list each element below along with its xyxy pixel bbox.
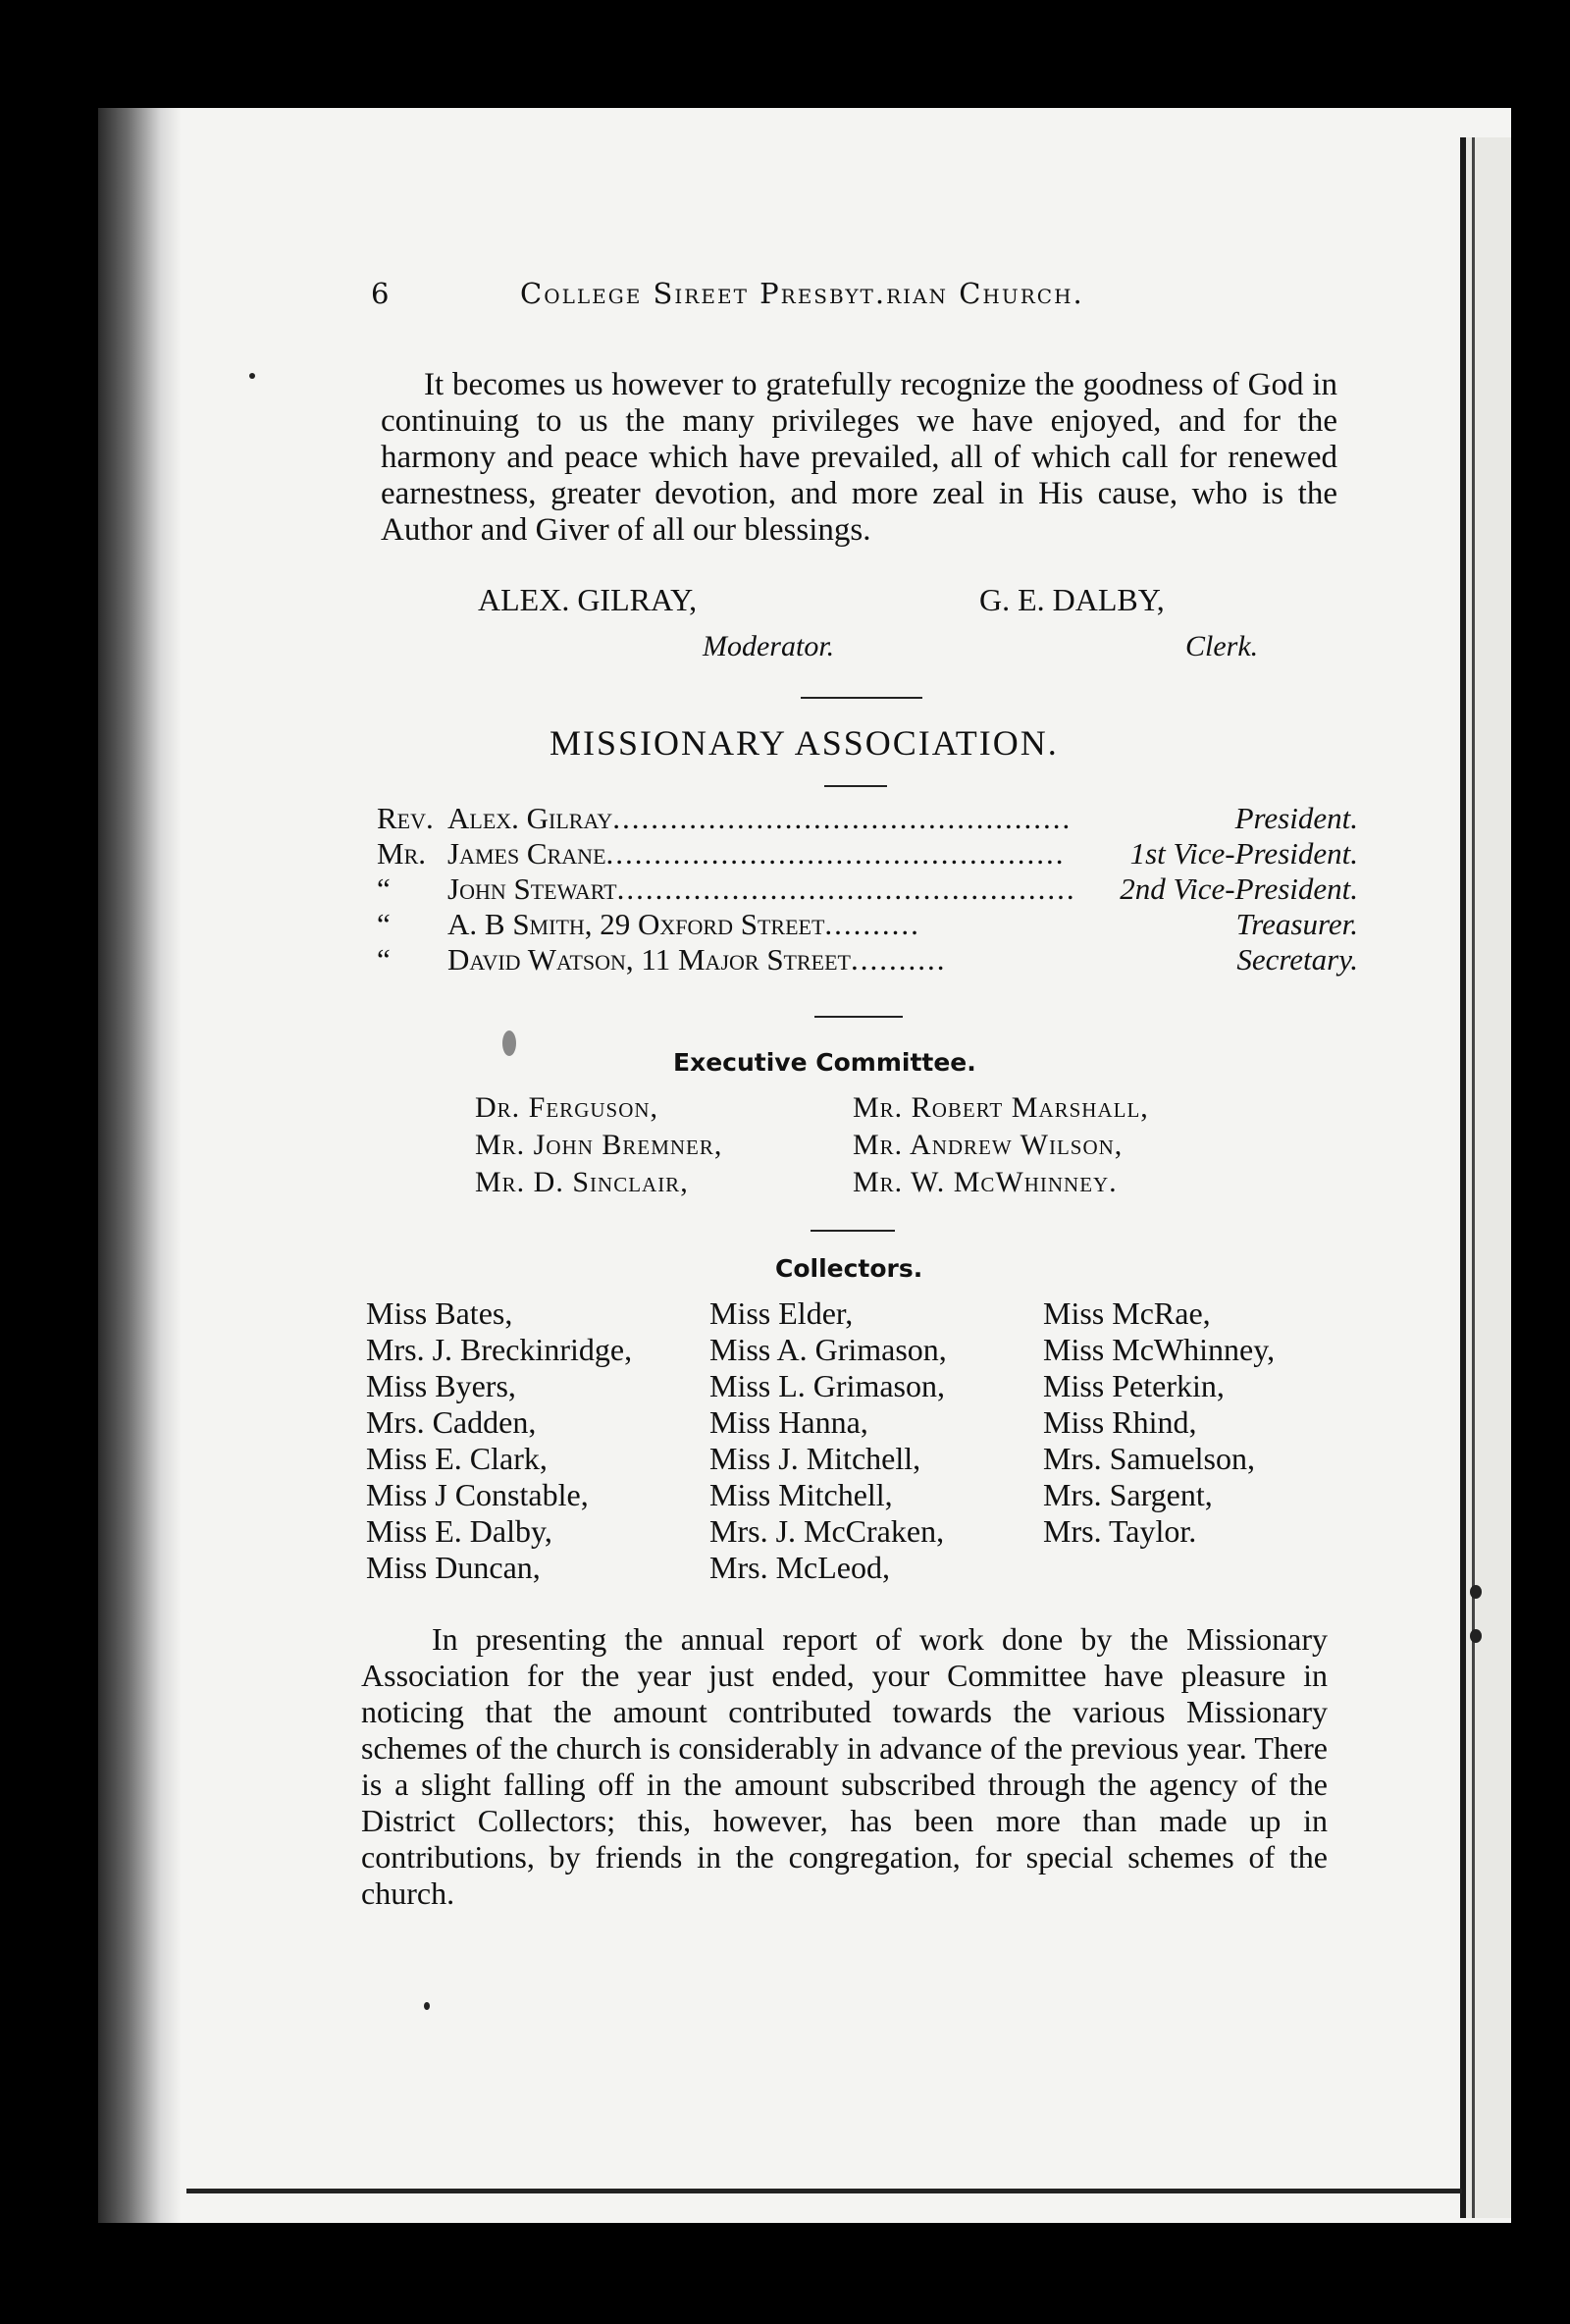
title-underline [824,785,887,787]
moderator-role: Moderator. [703,630,835,662]
collectors-heading: Collectors. [775,1254,923,1283]
leader-dots: ................................................ [605,836,1066,871]
scan-speck [424,2002,430,2010]
collector-name: Miss J. Mitchell, [709,1441,921,1476]
collector-name: Miss Bates, [366,1295,513,1331]
officer-row [377,801,1358,836]
collector-name: Mrs. Cadden, [366,1404,537,1440]
clerk-signature: G. E. DALBY, [979,582,1165,617]
collector-name: Mrs. Sargent, [1043,1477,1213,1512]
page-gutter-shadow [98,108,182,2223]
scan-speck [1470,1629,1482,1643]
intro-paragraph: It becomes us however to gratefully recognize the goodness of God in continuing to us the many privileges we have enjoyed, and for the harmony and peace which have prevailed, all of which call for renewed earnestness, greater devotion, and more zeal in His cause, who is the Author and Giver of all our blessings. [381,367,1337,548]
collector-name: Mrs. McLeod, [709,1550,890,1585]
scan-border-right [1511,0,1570,2324]
collector-name: Miss McRae, [1043,1295,1211,1331]
collector-name: Miss L. Grimason, [709,1368,945,1403]
collector-name: Miss Peterkin, [1043,1368,1225,1403]
collector-name: Miss McWhinney, [1043,1332,1276,1367]
officers-divider [814,1016,903,1018]
officer-row [377,836,1358,872]
collector-name: Mrs. J. Breckinridge, [366,1332,633,1367]
officer-name: A. B Smith, 29 Oxford Street [447,907,825,941]
leader-dots: .......... [824,907,920,941]
page-edge-line-secondary [1472,137,1475,2218]
leader-dots: ................................................ [612,801,1073,835]
committee-member: Mr. Robert Marshall, [853,1091,1149,1124]
committee-member: Mr. W. McWhinney. [853,1166,1118,1198]
scan-border-top [0,0,1570,108]
officer-role: 1st Vice-President. [1129,836,1358,871]
officer-role: Treasurer. [1235,907,1358,941]
collector-name: Miss E. Clark, [366,1441,548,1476]
collector-name: Miss Byers, [366,1368,516,1403]
collector-name: Miss Hanna, [709,1404,868,1440]
leader-dots: .......... [850,942,947,977]
scan-speck [1470,1585,1482,1599]
running-title: College Sireet Presbyt.rian Church. [520,277,1084,310]
executive-committee-heading: Executive Committee. [673,1048,976,1077]
officer-row [377,942,1358,977]
officer-row [377,907,1358,942]
officer-title: “ [377,942,391,977]
officer-role: 2nd Vice-President. [1120,872,1358,906]
collector-name: Miss Rhind, [1043,1404,1197,1440]
collector-name: Miss Duncan, [366,1550,541,1585]
collector-name: Miss Elder, [709,1295,854,1331]
officer-title: “ [377,872,391,906]
officer-name: Alex. Gilray [447,801,613,835]
officers-list [377,801,1358,977]
officer-name: John Stewart [447,872,617,906]
committee-member: Mr. John Bremner, [475,1129,723,1161]
page-edge-line [1460,137,1466,2218]
page-bottom-edge [186,2189,1462,2193]
officer-role: President. [1234,801,1358,835]
collector-name: Mrs. Taylor. [1043,1513,1197,1549]
officer-name: James Crane [447,836,606,871]
scan-speck [249,373,255,379]
moderator-signature: ALEX. GILRAY, [478,582,698,617]
report-paragraph: In presenting the annual report of work done by the Missionary Association for the year just ended, your Committee have pleasure in noticing that the amount contributed towards the various Missionary schemes of the church is considerably in advance of the previous year. There is a slight falling off in the amount subscribed through the agency of the District Collectors; this, however, has been more than made up in contributions, by friends in the congregation, for special schemes of the church. [361,1621,1328,1911]
clerk-role: Clerk. [1185,630,1259,662]
officer-title: Rev. [377,801,434,835]
leader-dots: ................................................ [616,872,1076,906]
section-divider [801,697,922,699]
collector-name: Mrs. Samuelson, [1043,1441,1255,1476]
officer-title: “ [377,907,391,941]
committee-divider [811,1230,895,1232]
collector-name: Miss E. Dalby, [366,1513,552,1549]
officer-name: David Watson, 11 Major Street [447,942,851,977]
officer-title: Mr. [377,836,426,871]
officer-role: Secretary. [1236,942,1358,977]
officer-row [377,872,1358,907]
collector-name: Mrs. J. McCraken, [709,1513,945,1549]
section-title: MISSIONARY ASSOCIATION. [550,723,1059,763]
collector-name: Miss Mitchell, [709,1477,893,1512]
collector-name: Miss J Constable, [366,1477,589,1512]
committee-member: Mr. Andrew Wilson, [853,1129,1124,1161]
page-number: 6 [371,277,392,310]
committee-member: Dr. Ferguson, [475,1091,659,1124]
committee-member: Mr. D. Sinclair, [475,1166,689,1198]
collector-name: Miss A. Grimason, [709,1332,947,1367]
ink-blot [502,1030,516,1056]
